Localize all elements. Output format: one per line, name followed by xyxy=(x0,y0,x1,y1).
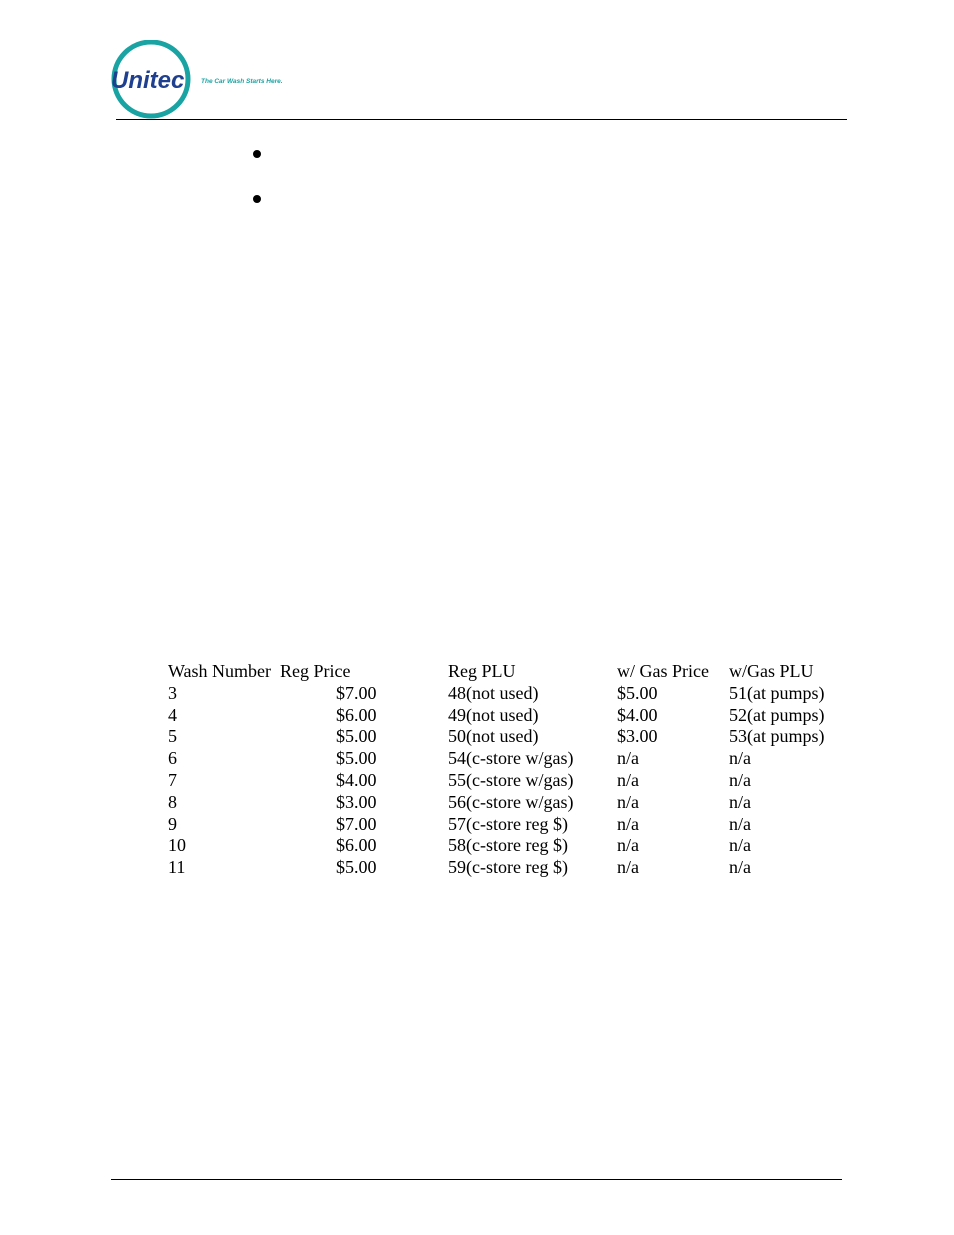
reg-plu-cell: 58(c-store reg $) xyxy=(448,835,568,856)
reg-plu-cell: 56(c-store w/gas) xyxy=(448,791,574,812)
gas-plu-cell: n/a xyxy=(729,857,751,878)
table-row xyxy=(168,814,848,836)
reg-plu-cell: 54(c-store w/gas) xyxy=(448,748,574,769)
header-reg-plu: Reg PLU xyxy=(448,661,516,681)
wash-number-cell: 10 xyxy=(168,835,186,856)
gas-price-cell: $4.00 xyxy=(617,704,658,725)
reg-plu-cell: 49(not used) xyxy=(448,704,539,725)
logo-tagline: The Car Wash Starts Here. xyxy=(201,78,283,85)
footer-divider xyxy=(111,1179,842,1180)
reg-price-cell: $7.00 xyxy=(336,813,377,834)
table-row xyxy=(168,770,848,792)
header-reg-price: Reg Price xyxy=(280,661,351,681)
reg-price-cell: $6.00 xyxy=(336,704,377,725)
table-row xyxy=(168,726,848,748)
header-gas-plu: w/Gas PLU xyxy=(729,661,814,681)
header-wash-number: Wash Number xyxy=(168,661,272,681)
gas-plu-cell: n/a xyxy=(729,835,751,856)
gas-price-cell: n/a xyxy=(617,857,639,878)
reg-plu-cell: 48(not used) xyxy=(448,682,539,703)
reg-price-cell: $5.00 xyxy=(336,748,377,769)
gas-price-cell: n/a xyxy=(617,748,639,769)
gas-plu-cell: n/a xyxy=(729,769,751,790)
reg-price-cell: $4.00 xyxy=(336,769,377,790)
gas-plu-cell: 51(at pumps) xyxy=(729,682,825,703)
gas-price-cell: $3.00 xyxy=(617,726,658,747)
header-gas-price: w/ Gas Price xyxy=(617,661,709,681)
reg-price-cell: $5.00 xyxy=(336,726,377,747)
gas-price-cell: n/a xyxy=(617,769,639,790)
reg-price-cell: $7.00 xyxy=(336,682,377,703)
wash-price-table xyxy=(168,661,848,879)
gas-price-cell: n/a xyxy=(617,813,639,834)
wash-number-cell: 5 xyxy=(168,726,177,747)
gas-plu-cell: n/a xyxy=(729,748,751,769)
gas-plu-cell: 53(at pumps) xyxy=(729,726,825,747)
wash-number-cell: 11 xyxy=(168,857,186,878)
reg-price-cell: $3.00 xyxy=(336,791,377,812)
wash-number-cell: 6 xyxy=(168,748,177,769)
table-row xyxy=(168,857,848,879)
gas-price-cell: n/a xyxy=(617,791,639,812)
reg-plu-cell: 57(c-store reg $) xyxy=(448,813,568,834)
header-divider xyxy=(116,119,847,120)
table-row xyxy=(168,683,848,705)
wash-number-cell: 3 xyxy=(168,682,177,703)
wash-number-cell: 8 xyxy=(168,791,177,812)
reg-price-cell: $6.00 xyxy=(336,835,377,856)
logo-wordmark: Unitec xyxy=(111,67,185,94)
gas-plu-cell: n/a xyxy=(729,791,751,812)
wash-number-cell: 4 xyxy=(168,704,177,725)
gas-plu-cell: 52(at pumps) xyxy=(729,704,825,725)
table-row xyxy=(168,705,848,727)
table-row xyxy=(168,835,848,857)
reg-plu-cell: 50(not used) xyxy=(448,726,539,747)
reg-plu-cell: 55(c-store w/gas) xyxy=(448,769,574,790)
gas-price-cell: $5.00 xyxy=(617,682,658,703)
table-row xyxy=(168,792,848,814)
gas-plu-cell: n/a xyxy=(729,813,751,834)
reg-plu-cell: 59(c-store reg $) xyxy=(448,857,568,878)
bullet-point-1 xyxy=(253,150,261,158)
table-row xyxy=(168,748,848,770)
wash-number-cell: 7 xyxy=(168,769,177,790)
reg-price-cell: $5.00 xyxy=(336,857,377,878)
bullet-point-2 xyxy=(253,195,261,203)
unitec-logo xyxy=(108,40,298,120)
gas-price-cell: n/a xyxy=(617,835,639,856)
wash-number-cell: 9 xyxy=(168,813,177,834)
table-header-row xyxy=(168,661,848,683)
